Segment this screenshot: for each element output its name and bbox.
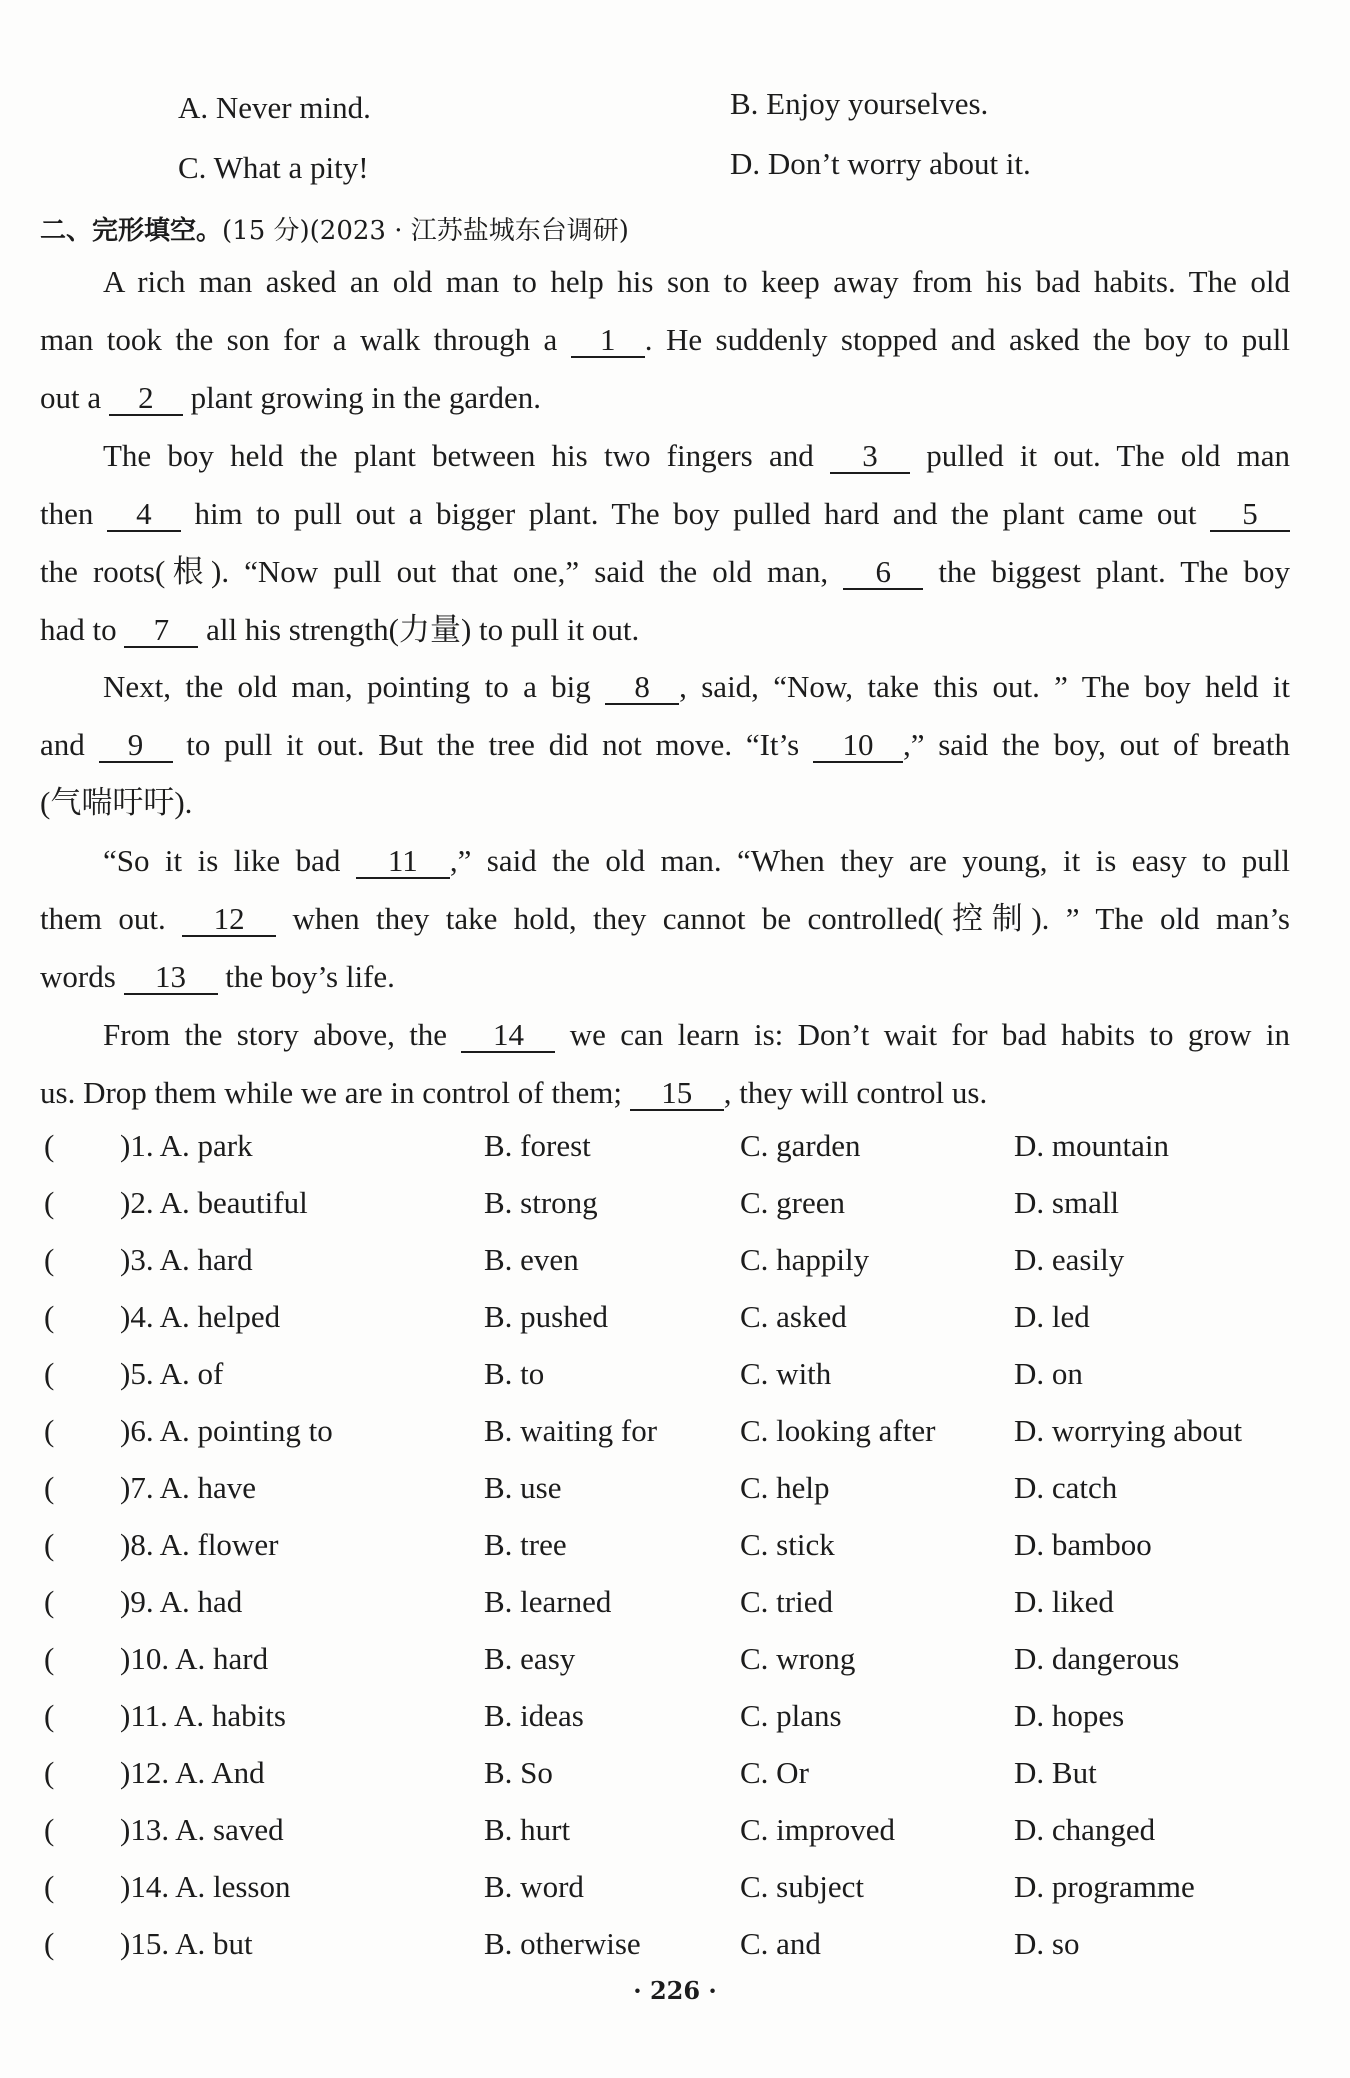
passage-line [40,378,1290,418]
passage-line [40,1073,1290,1113]
passage-line [103,436,1290,476]
passage-text: man took the son for a walk through a [40,322,558,357]
passage-text: pulled it out. The old man [926,438,1291,473]
passage-line [103,1015,1290,1055]
passage-line [40,610,1290,650]
prev-option-a: A. Never mind. [178,90,371,125]
option-d[interactable]: D. catch [1014,1470,1118,1505]
answer-bracket[interactable]: ( [44,1242,55,1277]
option-b[interactable]: B. learned [484,1584,612,1619]
passage-line [40,899,1290,939]
option-b[interactable]: B. strong [484,1185,598,1220]
passage-line [103,262,1290,302]
option-b[interactable]: B. hurt [484,1812,571,1847]
passage-text: the roots(根). “Now pull out that one,” said the old man, [40,554,829,589]
option-d[interactable]: D. mountain [1014,1128,1169,1163]
page-number: · 226 · [633,1976,717,2005]
passage-text: , they will control us. [723,1075,988,1110]
passage-text: A rich man asked an old man to help his son to keep away from his bad habits. The old [103,264,1290,299]
answer-blank[interactable]: 13 [124,961,218,995]
option-c[interactable]: C. with [740,1356,832,1391]
passage-text: we can learn is: Don’t wait for bad habits to grow in [569,1017,1291,1052]
passage-text: , said, “Now, take this out. ” The boy held it [679,669,1291,704]
option-c[interactable]: C. Or [740,1755,809,1790]
option-a[interactable]: )13. A. saved [120,1812,284,1847]
answer-blank[interactable]: 9 [99,729,173,763]
question-row [0,1641,1350,1681]
passage-text: all his strength(力量) to pull it out. [206,612,640,647]
option-d[interactable]: D. small [1014,1185,1120,1220]
option-c[interactable]: C. subject [740,1869,864,1904]
question-row [0,1356,1350,1396]
option-b[interactable]: B. otherwise [484,1926,641,1961]
question-row [0,1185,1350,1225]
passage-text: the boy’s life. [225,959,395,994]
option-a[interactable]: )10. A. hard [120,1641,269,1676]
option-a[interactable]: )9. A. had [120,1584,243,1619]
passage-line [40,783,1290,823]
question-row [0,1470,1350,1510]
option-d[interactable]: D. dangerous [1014,1641,1180,1676]
passage-text: ,” said the old man. “When they are young, it is easy to pull [449,843,1291,878]
passage-text: then [40,496,94,531]
question-row [0,1584,1350,1624]
answer-blank[interactable]: 11 [356,845,450,879]
answer-blank[interactable]: 14 [461,1019,555,1053]
option-d[interactable]: D. so [1014,1926,1080,1961]
option-a[interactable]: )4. A. helped [120,1299,281,1334]
passage-text: to pull it out. But the tree did not move. “It’s [186,727,800,762]
passage-line [40,552,1290,592]
passage-line [40,320,1290,360]
passage-text: and [40,727,85,762]
option-b[interactable]: B. to [484,1356,545,1391]
passage-text: . He suddenly stopped and asked the boy to pull [644,322,1291,357]
option-c[interactable]: C. wrong [740,1641,856,1676]
option-c[interactable]: C. and [740,1926,821,1961]
passage-text: ,” said the boy, out of breath [902,727,1290,762]
option-c[interactable]: C. green [740,1185,846,1220]
question-row [0,1926,1350,1966]
answer-bracket[interactable]: ( [44,1755,55,1790]
passage-line [40,494,1290,534]
passage-line [103,841,1290,881]
answer-bracket[interactable]: ( [44,1413,55,1448]
answer-bracket[interactable]: ( [44,1356,55,1391]
option-c[interactable]: C. asked [740,1299,847,1334]
option-a[interactable]: )2. A. beautiful [120,1185,308,1220]
passage-text: had to [40,612,117,647]
question-row [0,1299,1350,1339]
option-d[interactable]: D. changed [1014,1812,1156,1847]
option-c[interactable]: C. garden [740,1128,861,1163]
question-row [0,1413,1350,1453]
option-c[interactable]: C. help [740,1470,830,1505]
answer-blank[interactable]: 8 [605,671,679,705]
option-c[interactable]: C. looking after [740,1413,936,1448]
section-title: 二、完形填空。 [40,216,223,246]
question-row [0,1527,1350,1567]
answer-blank[interactable]: 1 [571,324,645,358]
answer-blank[interactable]: 4 [107,498,181,532]
question-row [0,1128,1350,1168]
passage-line [40,725,1290,765]
option-a[interactable]: )11. A. habits [120,1698,286,1733]
answer-bracket[interactable]: ( [44,1926,55,1961]
answer-bracket[interactable]: ( [44,1299,55,1334]
option-b[interactable]: B. tree [484,1527,567,1562]
option-a[interactable]: )3. A. hard [120,1242,253,1277]
section-source: (15 分)(2023 · 江苏盐城东台调研) [222,216,629,246]
option-b[interactable]: B. waiting for [484,1413,658,1448]
option-b[interactable]: B. easy [484,1641,576,1676]
passage-text: him to pull out a bigger plant. The boy pulled hard and the plant came out [194,496,1197,531]
passage-line [103,667,1290,707]
option-d[interactable]: D. easily [1014,1242,1125,1277]
question-row [0,1755,1350,1795]
option-c[interactable]: C. stick [740,1527,835,1562]
option-b[interactable]: B. use [484,1470,562,1505]
option-b[interactable]: B. word [484,1869,584,1904]
option-d[interactable]: D. led [1014,1299,1090,1334]
answer-blank[interactable]: 6 [843,556,923,590]
option-a[interactable]: )8. A. flower [120,1527,279,1562]
passage-text: them out. [40,901,166,936]
answer-bracket[interactable]: ( [44,1869,55,1904]
option-b[interactable]: B. forest [484,1128,591,1163]
answer-blank[interactable]: 12 [182,903,276,937]
option-b[interactable]: B. even [484,1242,579,1277]
option-a[interactable]: )14. A. lesson [120,1869,291,1904]
option-d[interactable]: D. worrying about [1014,1413,1243,1448]
answer-blank[interactable]: 3 [830,440,910,474]
option-a[interactable]: )15. A. but [120,1926,253,1961]
option-b[interactable]: B. pushed [484,1299,608,1334]
passage-text: when they take hold, they cannot be controlled(控制). ” The old man’s [292,901,1291,936]
option-d[interactable]: D. But [1014,1755,1097,1790]
question-row [0,1698,1350,1738]
answer-bracket[interactable]: ( [44,1470,55,1505]
prev-option-d: D. Don’t worry about it. [730,146,1031,181]
answer-blank[interactable]: 7 [124,614,198,648]
option-b[interactable]: B. So [484,1755,553,1790]
answer-bracket[interactable]: ( [44,1641,55,1676]
answer-blank[interactable]: 2 [109,382,183,416]
option-d[interactable]: D. hopes [1014,1698,1125,1733]
answer-blank[interactable]: 10 [813,729,903,763]
option-a[interactable]: )12. A. And [120,1755,265,1790]
prev-option-c: C. What a pity! [178,150,369,185]
passage-text: words [40,959,116,994]
answer-bracket[interactable]: ( [44,1812,55,1847]
answer-bracket[interactable]: ( [44,1185,55,1220]
answer-blank[interactable]: 15 [630,1077,724,1111]
option-d[interactable]: D. bamboo [1014,1527,1152,1562]
passage-text: out a [40,380,102,415]
answer-bracket[interactable]: ( [44,1698,55,1733]
prev-option-b: B. Enjoy yourselves. [730,86,989,121]
question-row [0,1242,1350,1282]
option-c[interactable]: C. plans [740,1698,842,1733]
passage-text: (气喘吁吁). [40,785,193,820]
question-row [0,1812,1350,1852]
option-c[interactable]: C. improved [740,1812,895,1847]
answer-blank[interactable]: 5 [1210,498,1290,532]
answer-bracket[interactable]: ( [44,1584,55,1619]
option-a[interactable]: )6. A. pointing to [120,1413,333,1448]
option-a[interactable]: )1. A. park [120,1128,253,1163]
passage-text: the biggest plant. The boy [938,554,1291,589]
passage-text: us. Drop them while we are in control of them; [40,1075,622,1110]
passage-text: plant growing in the garden. [190,380,542,415]
option-c[interactable]: C. tried [740,1584,833,1619]
option-a[interactable]: )5. A. of [120,1356,224,1391]
passage-text: “So it is like bad [103,843,341,878]
section-heading [40,210,629,247]
passage-line [40,957,1290,997]
answer-bracket[interactable]: ( [44,1128,55,1163]
option-d[interactable]: D. liked [1014,1584,1114,1619]
option-b[interactable]: B. ideas [484,1698,584,1733]
passage-text: The boy held the plant between his two fingers and [103,438,814,473]
option-d[interactable]: D. programme [1014,1869,1195,1904]
passage-text: Next, the old man, pointing to a big [103,669,591,704]
passage-text: From the story above, the [103,1017,448,1052]
answer-bracket[interactable]: ( [44,1527,55,1562]
option-d[interactable]: D. on [1014,1356,1083,1391]
option-c[interactable]: C. happily [740,1242,870,1277]
question-row [0,1869,1350,1909]
option-a[interactable]: )7. A. have [120,1470,257,1505]
